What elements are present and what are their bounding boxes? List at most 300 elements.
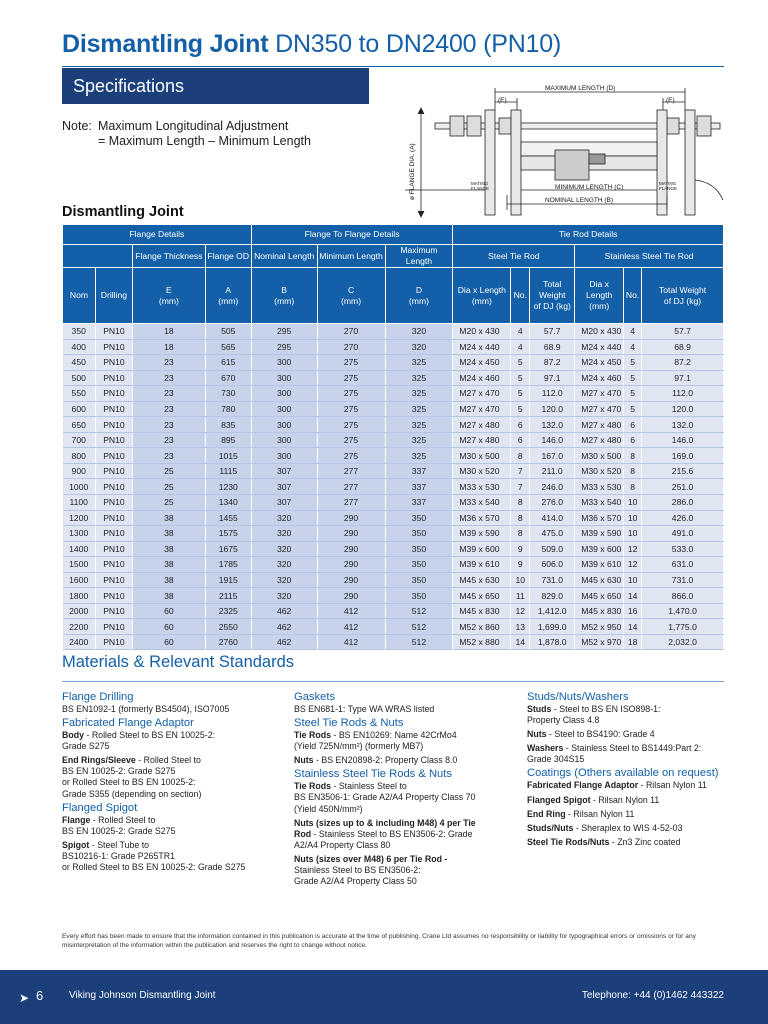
- table-cell: PN10: [95, 572, 132, 588]
- table-cell: 5: [624, 370, 642, 386]
- table-cell: 412: [317, 634, 385, 650]
- table-cell: 5: [511, 401, 530, 417]
- text-ss-tie-rods-2: BS EN3506-1: Grade A2/A4 Property Class 70: [294, 792, 476, 803]
- table-cell: PN10: [95, 619, 132, 635]
- table-cell: PN10: [95, 448, 132, 464]
- table-cell: 1115: [205, 463, 251, 479]
- table-cell: 4: [624, 339, 642, 355]
- table-cell: 4: [511, 339, 530, 355]
- table-cell: 450: [63, 355, 96, 371]
- table-cell: 320: [251, 557, 317, 573]
- table-cell: PN10: [95, 386, 132, 402]
- table-cell: 307: [251, 495, 317, 511]
- text-ss-tie-rods: Tie Rods - Stainless Steel to: [294, 781, 407, 792]
- table-cell: M52 x 970: [575, 634, 624, 650]
- table-cell: M30 x 520: [575, 463, 624, 479]
- table-title: Dismantling Joint: [62, 204, 184, 220]
- table-cell: 700: [63, 432, 96, 448]
- table-cell: 2550: [205, 619, 251, 635]
- header-ss-weight: Total Weight of DJ (kg): [642, 268, 724, 324]
- text-ss-tie-rods-3: (Yield 450N/mm²): [294, 803, 363, 814]
- table-cell: M45 x 630: [575, 572, 624, 588]
- table-cell: 38: [132, 526, 205, 542]
- table-cell: 5: [624, 355, 642, 371]
- table-cell: 13: [511, 619, 530, 635]
- heading-flange-drilling: Flange Drilling: [62, 691, 134, 703]
- table-cell: M39 x 600: [575, 541, 624, 557]
- table-cell: PN10: [95, 479, 132, 495]
- table-cell: 350: [385, 526, 453, 542]
- table-cell: 300: [251, 448, 317, 464]
- table-cell: 23: [132, 386, 205, 402]
- table-cell: 215.6: [642, 463, 724, 479]
- table-cell: 8: [511, 510, 530, 526]
- table-cell: 1575: [205, 526, 251, 542]
- text-gaskets: BS EN681-1: Type WA WRAS listed: [294, 704, 435, 714]
- table-cell: 412: [317, 603, 385, 619]
- header-ss-no: No.: [624, 268, 642, 324]
- table-cell: PN10: [95, 588, 132, 604]
- table-cell: M45 x 830: [575, 603, 624, 619]
- header-flange-thickness: Flange Thickness: [132, 245, 205, 268]
- table-cell: 12: [624, 541, 642, 557]
- table-cell: 275: [317, 417, 385, 433]
- table-cell: 275: [317, 448, 385, 464]
- table-cell: 300: [251, 401, 317, 417]
- table-cell: 290: [317, 557, 385, 573]
- table-cell: 60: [132, 634, 205, 650]
- note-line2: = Maximum Length – Minimum Length: [98, 134, 311, 148]
- table-cell: M39 x 610: [575, 557, 624, 573]
- arrow-icon: ➤: [19, 991, 30, 1005]
- table-cell: 337: [385, 463, 453, 479]
- table-cell: 320: [385, 339, 453, 355]
- table-cell: M24 x 460: [575, 370, 624, 386]
- table-cell: PN10: [95, 355, 132, 371]
- table-cell: 23: [132, 401, 205, 417]
- disclaimer: Every effort has been made to ensure that the information contained in this publication is accurate at the time of publishing. Crane Ltd assumes no responsibility or liability for typographical errors or omissions or for any misinterpretation of the information within the publication and reserves the right to change without notice.: [62, 933, 696, 949]
- table-row: [63, 572, 724, 588]
- header-steel-dia-length: Dia x Length (mm): [453, 268, 511, 324]
- table-cell: 246.0: [530, 479, 575, 495]
- table-cell: 320: [251, 588, 317, 604]
- table-row: [63, 603, 724, 619]
- table-cell: 1455: [205, 510, 251, 526]
- heading-fabricated-adaptor: Fabricated Flange Adaptor: [62, 717, 194, 730]
- table-cell: 350: [385, 588, 453, 604]
- table-cell: 895: [205, 432, 251, 448]
- table-cell: PN10: [95, 417, 132, 433]
- note-line1: Maximum Longitudinal Adjustment: [98, 119, 289, 133]
- footer-title: Viking Johnson Dismantling Joint: [69, 990, 216, 1001]
- table-cell: 2,032.0: [642, 634, 724, 650]
- table-cell: 38: [132, 541, 205, 557]
- table-cell: 1915: [205, 572, 251, 588]
- table-cell: 1300: [63, 526, 96, 542]
- table-row: [63, 401, 724, 417]
- table-row: [63, 588, 724, 604]
- heading-steel-tie-rods: Steel Tie Rods & Nuts: [294, 717, 404, 730]
- table-cell: M24 x 450: [575, 355, 624, 371]
- text-studs: Studs - Steel to BS EN ISO898-1:: [527, 704, 661, 714]
- table-cell: 670: [205, 370, 251, 386]
- header-minimum-length: Minimum Length: [317, 245, 385, 268]
- table-cell: 112.0: [642, 386, 724, 402]
- table-cell: M52 x 950: [575, 619, 624, 635]
- table-cell: 5: [511, 386, 530, 402]
- header-steel-tie-rod: Steel Tie Rod: [453, 245, 575, 268]
- table-cell: 290: [317, 572, 385, 588]
- materials-column-1: [62, 689, 287, 873]
- table-row: [63, 541, 724, 557]
- text-flange-drilling: BS EN1092-1 (formerly BS4504), ISO7005: [62, 704, 230, 714]
- table-cell: 290: [317, 510, 385, 526]
- table-cell: 426.0: [642, 510, 724, 526]
- table-cell: 512: [385, 619, 453, 635]
- table-cell: 38: [132, 510, 205, 526]
- table-cell: 5: [624, 386, 642, 402]
- table-cell: PN10: [95, 526, 132, 542]
- table-cell: 57.7: [530, 324, 575, 340]
- table-cell: 462: [251, 634, 317, 650]
- table-row: [63, 339, 724, 355]
- header-e: E (mm): [132, 268, 205, 324]
- heading-coatings: Coatings (Others available on request): [527, 767, 719, 780]
- table-cell: 1,775.0: [642, 619, 724, 635]
- table-row: [63, 479, 724, 495]
- text-flange-2: BS EN 10025-2: Grade S275: [62, 825, 176, 836]
- table-cell: 1000: [63, 479, 96, 495]
- dismantling-joint-diagram: [405, 80, 725, 220]
- table-cell: 5: [624, 401, 642, 417]
- table-cell: 295: [251, 339, 317, 355]
- table-cell: 14: [624, 588, 642, 604]
- header-steel-no: No.: [511, 268, 530, 324]
- table-cell: 866.0: [642, 588, 724, 604]
- table-cell: 146.0: [642, 432, 724, 448]
- table-cell: 120.0: [642, 401, 724, 417]
- text-coat-sn: Studs/Nuts - Sheraplex to WIS 4-52-03: [527, 822, 683, 833]
- table-cell: M30 x 520: [453, 463, 511, 479]
- table-cell: PN10: [95, 463, 132, 479]
- table-cell: M33 x 540: [575, 495, 624, 511]
- table-cell: M36 x 570: [575, 510, 624, 526]
- table-cell: 1600: [63, 572, 96, 588]
- text-body: Body - Rolled Steel to BS EN 10025-2:: [62, 730, 216, 741]
- label-e-right: (E): [666, 97, 675, 104]
- table-cell: 5: [511, 355, 530, 371]
- table-cell: 320: [251, 526, 317, 542]
- text-flange: Flange - Rolled Steel to: [62, 814, 156, 825]
- header-nominal-length: Nominal Length: [251, 245, 317, 268]
- table-cell: PN10: [95, 557, 132, 573]
- label-mating-left-2: FLANGE: [471, 186, 490, 191]
- table-cell: M30 x 500: [575, 448, 624, 464]
- table-cell: 1675: [205, 541, 251, 557]
- table-cell: 120.0: [530, 401, 575, 417]
- text-end-rings: End Rings/Sleeve - Rolled Steel to: [62, 755, 201, 766]
- table-cell: M27 x 470: [575, 401, 624, 417]
- table-cell: 60: [132, 619, 205, 635]
- table-cell: 350: [385, 557, 453, 573]
- table-cell: 87.2: [642, 355, 724, 371]
- table-cell: PN10: [95, 510, 132, 526]
- table-cell: 2115: [205, 588, 251, 604]
- table-cell: 320: [251, 572, 317, 588]
- table-row: [63, 495, 724, 511]
- table-cell: 2000: [63, 603, 96, 619]
- table-cell: 68.9: [530, 339, 575, 355]
- table-cell: 512: [385, 603, 453, 619]
- table-cell: M52 x 860: [453, 619, 511, 635]
- table-cell: M45 x 630: [453, 572, 511, 588]
- table-cell: 337: [385, 479, 453, 495]
- header-c: C (mm): [317, 268, 385, 324]
- table-cell: 277: [317, 495, 385, 511]
- heading-flanged-spigot: Flanged Spigot: [62, 801, 138, 814]
- table-cell: 10: [624, 526, 642, 542]
- table-cell: M39 x 590: [575, 526, 624, 542]
- header-flange-details: Flange Details: [63, 225, 252, 245]
- label-min-length: MINIMUM LENGTH (C): [555, 184, 624, 191]
- table-cell: 550: [63, 386, 96, 402]
- table-cell: 350: [385, 510, 453, 526]
- table-row: [63, 355, 724, 371]
- title-range: DN350 to DN2400 (PN10): [275, 30, 562, 58]
- table-cell: 1200: [63, 510, 96, 526]
- header-d: D (mm): [385, 268, 453, 324]
- table-cell: 132.0: [530, 417, 575, 433]
- table-cell: M45 x 650: [575, 588, 624, 604]
- table-cell: 829.0: [530, 588, 575, 604]
- table-cell: 270: [317, 324, 385, 340]
- header-b: B (mm): [251, 268, 317, 324]
- table-row: [63, 386, 724, 402]
- table-body: [63, 324, 724, 650]
- table-row: [63, 634, 724, 650]
- table-cell: 23: [132, 448, 205, 464]
- table-cell: 16: [624, 603, 642, 619]
- table-cell: 730: [205, 386, 251, 402]
- table-cell: 23: [132, 370, 205, 386]
- table-cell: 277: [317, 479, 385, 495]
- table-cell: 286.0: [642, 495, 724, 511]
- table-cell: 11: [511, 588, 530, 604]
- table-cell: 8: [624, 463, 642, 479]
- table-cell: 325: [385, 370, 453, 386]
- table-row: [63, 557, 724, 573]
- table-cell: 565: [205, 339, 251, 355]
- text-studs-2: Property Class 4.8: [527, 715, 600, 726]
- table-cell: PN10: [95, 541, 132, 557]
- text-washers: Washers - Stainless Steel to BS1449:Part 2:: [527, 743, 702, 754]
- specifications-bar: Specifications: [62, 68, 369, 104]
- table-cell: 38: [132, 572, 205, 588]
- table-cell: 132.0: [642, 417, 724, 433]
- table-cell: 8: [511, 526, 530, 542]
- table-cell: 320: [385, 324, 453, 340]
- table-cell: 337: [385, 495, 453, 511]
- footer: [0, 970, 768, 1024]
- table-cell: 300: [251, 370, 317, 386]
- table-cell: 462: [251, 619, 317, 635]
- table-cell: 275: [317, 432, 385, 448]
- text-spigot: Spigot - Steel Tube to: [62, 839, 150, 850]
- specification-table: [62, 224, 724, 650]
- materials-column-2: [294, 689, 519, 887]
- text-ss-nuts: Rod - Stainless Steel to BS EN3506-2: Grade: [294, 828, 473, 839]
- table-cell: M20 x 430: [453, 324, 511, 340]
- table-cell: 300: [251, 432, 317, 448]
- text-ss-nuts-over: Stainless Steel to BS EN3506-2:: [294, 865, 421, 876]
- materials-column-3: [527, 689, 727, 848]
- materials-title: Materials & Relevant Standards: [62, 653, 295, 671]
- table-cell: 10: [511, 572, 530, 588]
- table-row: [63, 432, 724, 448]
- table-cell: M24 x 460: [453, 370, 511, 386]
- text-spigot-3: or Rolled Steel to BS EN 10025-2: Grade S275: [62, 862, 246, 873]
- table-cell: 307: [251, 479, 317, 495]
- table-cell: 290: [317, 541, 385, 557]
- text-coat-er: End Ring - Rilsan Nylon 11: [527, 808, 635, 819]
- table-cell: M52 x 880: [453, 634, 511, 650]
- table-cell: 731.0: [530, 572, 575, 588]
- table-row: [63, 417, 724, 433]
- table-cell: 38: [132, 588, 205, 604]
- table-cell: 167.0: [530, 448, 575, 464]
- text-ss-nuts-over-2: Grade A2/A4 Property Class 50: [294, 876, 417, 887]
- table-cell: 1340: [205, 495, 251, 511]
- table-cell: 350: [385, 541, 453, 557]
- table-cell: 8: [624, 448, 642, 464]
- table-cell: 325: [385, 386, 453, 402]
- table-cell: 146.0: [530, 432, 575, 448]
- table-cell: 290: [317, 526, 385, 542]
- table-cell: 275: [317, 370, 385, 386]
- table-cell: 18: [132, 324, 205, 340]
- label-mating-right-1: MATING: [659, 181, 677, 186]
- table-cell: 10: [624, 495, 642, 511]
- table-cell: 8: [511, 495, 530, 511]
- table-cell: M27 x 480: [575, 432, 624, 448]
- table-cell: 18: [624, 634, 642, 650]
- table-cell: M20 x 430: [575, 324, 624, 340]
- table-cell: 18: [132, 339, 205, 355]
- table-cell: 5: [511, 370, 530, 386]
- table-cell: 14: [511, 634, 530, 650]
- table-cell: 1500: [63, 557, 96, 573]
- text-coat-ffa: Fabricated Flange Adaptor - Rilsan Nylon 11: [527, 780, 707, 791]
- page-number: 6: [36, 988, 44, 1003]
- table-cell: 169.0: [642, 448, 724, 464]
- table-cell: 505: [205, 324, 251, 340]
- materials-rule: [62, 681, 724, 682]
- table-row: [63, 463, 724, 479]
- table-row: [63, 619, 724, 635]
- table-cell: 320: [251, 510, 317, 526]
- table-cell: 275: [317, 401, 385, 417]
- table-cell: M33 x 530: [453, 479, 511, 495]
- table-cell: 277: [317, 463, 385, 479]
- table-cell: 631.0: [642, 557, 724, 573]
- text-coat-stn: Steel Tie Rods/Nuts - Zn3 Zinc coated: [527, 836, 681, 847]
- table-cell: 533.0: [642, 541, 724, 557]
- table-cell: M39 x 610: [453, 557, 511, 573]
- table-cell: M45 x 650: [453, 588, 511, 604]
- table-cell: 307: [251, 463, 317, 479]
- header-flange-to-flange: Flange To Flange Details: [251, 225, 453, 245]
- table-cell: 1,878.0: [530, 634, 575, 650]
- table-cell: 97.1: [642, 370, 724, 386]
- table-cell: M24 x 440: [575, 339, 624, 355]
- label-nominal-length: NOMINAL LENGTH (B): [545, 197, 614, 204]
- text-end-rings-4: Grade S355 (depending on section): [62, 788, 202, 799]
- table-cell: 350: [385, 572, 453, 588]
- table-cell: 2200: [63, 619, 96, 635]
- text-ss-nuts-label: Nuts (sizes up to & including M48) 4 per Tie: [294, 817, 476, 828]
- table-cell: 6: [624, 417, 642, 433]
- table-cell: M30 x 500: [453, 448, 511, 464]
- header-ss-tie-rod: Stainless Steel Tie Rod: [575, 245, 724, 268]
- table-cell: 780: [205, 401, 251, 417]
- table-cell: 10: [624, 572, 642, 588]
- text-ss-nuts-over-label: Nuts (sizes over M48) 6 per Tie Rod -: [294, 853, 448, 864]
- table-cell: PN10: [95, 370, 132, 386]
- table-cell: PN10: [95, 401, 132, 417]
- header-maximum-length: Maximum Length: [385, 245, 453, 268]
- table-cell: M27 x 470: [453, 401, 511, 417]
- table-cell: PN10: [95, 634, 132, 650]
- text-end-rings-3: or Rolled Steel to BS EN 10025-2:: [62, 777, 196, 788]
- table-cell: 835: [205, 417, 251, 433]
- table-cell: 4: [511, 324, 530, 340]
- table-cell: 23: [132, 417, 205, 433]
- table-cell: 462: [251, 603, 317, 619]
- table-cell: 57.7: [642, 324, 724, 340]
- table-cell: 1015: [205, 448, 251, 464]
- table-cell: M45 x 830: [453, 603, 511, 619]
- table-cell: M27 x 470: [453, 386, 511, 402]
- table-cell: 300: [251, 417, 317, 433]
- table-cell: 325: [385, 401, 453, 417]
- table-cell: M39 x 590: [453, 526, 511, 542]
- label-mating-left-1: MATING: [471, 181, 489, 186]
- table-cell: 475.0: [530, 526, 575, 542]
- table-cell: 25: [132, 479, 205, 495]
- table-cell: 400: [63, 339, 96, 355]
- table-cell: M24 x 440: [453, 339, 511, 355]
- table-cell: 350: [63, 324, 96, 340]
- table-cell: M36 x 570: [453, 510, 511, 526]
- table-cell: 276.0: [530, 495, 575, 511]
- table-cell: 4: [624, 324, 642, 340]
- table-cell: 6: [511, 432, 530, 448]
- text-nuts-steel: Nuts - Steel to BS4190: Grade 4: [527, 729, 655, 740]
- table-cell: M33 x 540: [453, 495, 511, 511]
- table-cell: 7: [511, 463, 530, 479]
- table-cell: 6: [511, 417, 530, 433]
- header-drilling: Drilling: [95, 268, 132, 324]
- label-mating-right-2: FLANGE: [659, 186, 678, 191]
- title-rule: [62, 66, 724, 67]
- title-main: Dismantling Joint: [62, 30, 269, 58]
- header-tie-rod-details: Tie Rod Details: [453, 225, 724, 245]
- text-tie-rods-2: (Yield 725N/mm²) (formerly MB7): [294, 741, 424, 752]
- header-a: A (mm): [205, 268, 251, 324]
- table-cell: 491.0: [642, 526, 724, 542]
- text-spigot-2: BS10216-1: Grade P265TR1: [62, 850, 175, 861]
- label-e-left: (E): [498, 97, 507, 104]
